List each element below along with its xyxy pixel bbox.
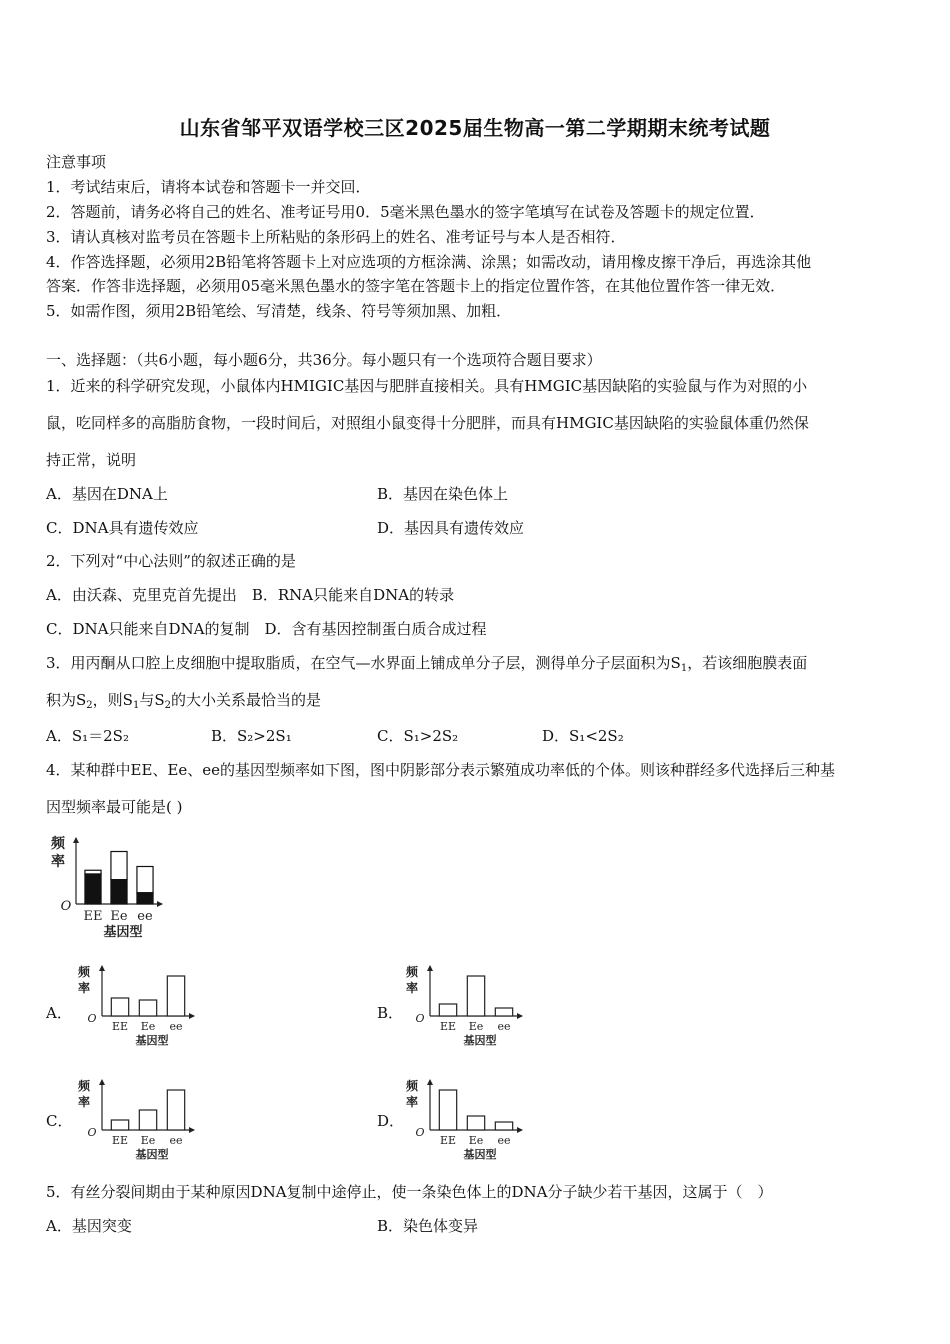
y-axis-arrow — [427, 1079, 433, 1085]
x-tick-label: ee — [169, 1134, 183, 1147]
page-title: 山东省邹平双语学校三区2025届生物高一第二学期期末统考试题 — [179, 116, 771, 140]
q4-main-chart — [46, 832, 196, 947]
x-tick-label: Ee — [468, 1134, 484, 1147]
x-tick-label: EE — [83, 909, 103, 924]
origin-label: O — [87, 1012, 97, 1025]
bar — [467, 1116, 484, 1130]
bar-shaded — [111, 880, 127, 904]
x-tick-label: ee — [497, 1134, 511, 1147]
y-axis-label: 频 — [77, 965, 91, 979]
x-tick-label: Ee — [140, 1020, 156, 1033]
y-axis-label: 频 — [405, 1079, 419, 1093]
q1-option-c: C．DNA具有遗传效应 — [46, 519, 199, 537]
q2-stem: 2．下列对“中心法则”的叙述正确的是 — [46, 552, 296, 570]
x-axis-caption: 基因型 — [463, 1148, 497, 1161]
y-axis-label: 频 — [405, 965, 419, 979]
bar — [167, 976, 184, 1016]
x-axis-caption: 基因型 — [135, 1148, 169, 1161]
x-tick-label: EE — [439, 1134, 457, 1147]
notice-item: 1．考试结束后，请将本试卷和答题卡一并交回． — [46, 178, 371, 196]
bar — [139, 1110, 156, 1130]
notice-item: 2．答题前，请务必将自己的姓名、准考证号用0．5毫米黑色墨水的签字笔填写在试卷及答题卡的规定位置． — [46, 203, 765, 221]
q3-option-d: D．S₁<2S₂ — [542, 727, 624, 745]
q4-chart-d — [404, 1072, 534, 1164]
bar — [439, 1004, 456, 1016]
x-tick-label: Ee — [468, 1020, 484, 1033]
bar — [139, 1000, 156, 1016]
y-axis-label: 率 — [405, 981, 419, 995]
q4-option-d: D． — [377, 1112, 405, 1130]
q2-options-ab: A．由沃森、克里克首先提出 B．RNA只能来自DNA的转录 — [46, 586, 455, 604]
y-axis-label: 率 — [77, 1095, 91, 1109]
q1-stem-line: 鼠，吃同样多的高脂肪食物，一段时间后，对照组小鼠变得十分肥胖，而具有HMGIC基因缺陷的实验鼠体重仍然保 — [46, 414, 809, 432]
q5-option-a: A．基因突变 — [46, 1217, 132, 1235]
q2-options-cd: C．DNA只能来自DNA的复制 D．含有基因控制蛋白质合成过程 — [46, 620, 487, 638]
q3-stem-line: 积为$S_2$，则$S_1$与$S_2$的大小关系最恰当的是 — [46, 691, 321, 711]
x-tick-label: ee — [497, 1020, 511, 1033]
x-axis-arrow — [517, 1127, 523, 1133]
q4-chart-b — [404, 958, 534, 1050]
bar — [111, 1120, 128, 1130]
x-tick-label: EE — [111, 1134, 129, 1147]
x-tick-label: ee — [169, 1020, 183, 1033]
bar-unshaded — [137, 867, 153, 893]
bar — [495, 1122, 512, 1130]
notice-item: 答案．作答非选择题，必须用05毫米黑色墨水的签字笔在答题卡上的指定位置作答，在其他位置作答一律无效． — [46, 277, 786, 295]
q1-option-d: D．基因具有遗传效应 — [377, 519, 525, 537]
x-axis-arrow — [517, 1013, 523, 1019]
q5-option-b: B．染色体变异 — [377, 1217, 479, 1235]
origin-label: O — [87, 1126, 97, 1139]
y-axis-arrow — [73, 837, 79, 843]
x-axis-caption: 基因型 — [463, 1034, 497, 1047]
q4-option-b: B． — [377, 1004, 404, 1022]
y-axis-label: 频 — [77, 1079, 91, 1093]
section-heading: 一、选择题：（共6小题，每小题6分，共36分。每小题只有一个选项符合题目要求） — [46, 351, 602, 369]
origin-label: O — [415, 1126, 425, 1139]
notice-item: 3．请认真核对监考员在答题卡上所粘贴的条形码上的姓名、准考证号与本人是否相符． — [46, 228, 626, 246]
x-axis-arrow — [189, 1013, 195, 1019]
bar — [467, 976, 484, 1016]
y-axis-label: 率 — [51, 854, 65, 870]
y-axis-label: 率 — [405, 1095, 419, 1109]
bar — [167, 1090, 184, 1130]
q3-stem-line: 3．用丙酮从口腔上皮细胞中提取脂质，在空气—水界面上铺成单分子层，测得单分子层面积为$S_1$，若该细胞膜表面 — [46, 654, 808, 674]
bar-unshaded — [111, 852, 127, 880]
x-axis-arrow — [157, 901, 163, 907]
y-axis-label: 率 — [77, 981, 91, 995]
notice-item: 5．如需作图，须用2B铅笔绘、写清楚，线条、符号等须加黑、加粗． — [46, 302, 512, 320]
x-tick-label: ee — [137, 909, 153, 924]
q3-option-b: B．S₂>2S₁ — [211, 727, 292, 745]
q3-option-c: C．S₁>2S₂ — [377, 727, 459, 745]
x-tick-label: EE — [111, 1020, 129, 1033]
y-axis-arrow — [99, 965, 105, 971]
y-axis-arrow — [427, 965, 433, 971]
q4-option-c: C． — [46, 1112, 73, 1130]
q4-stem-line: 4．某种群中EE、Ee、ee的基因型频率如下图，图中阴影部分表示繁殖成功率低的个体。则该种群经多代选择后三种基 — [46, 761, 836, 779]
notice-item: 4．作答选择题，必须用2B铅笔将答题卡上对应选项的方框涂满、涂黑；如需改动，请用橡皮擦干净后，再选涂其他 — [46, 253, 812, 271]
q1-option-a: A．基因在DNA上 — [46, 485, 168, 503]
x-axis-caption: 基因型 — [135, 1034, 169, 1047]
bar — [111, 998, 128, 1016]
q3-option-a: A．S₁＝2S₂ — [46, 727, 129, 745]
q5-stem: 5．有丝分裂间期由于某种原因DNA复制中途停止，使一条染色体上的DNA分子缺少若干基因，这属于（ ） — [46, 1183, 773, 1201]
notice-heading: 注意事项 — [46, 153, 107, 171]
q4-chart-a — [76, 958, 206, 1050]
origin-label: O — [415, 1012, 425, 1025]
x-tick-label: Ee — [110, 909, 128, 924]
bar — [439, 1090, 456, 1130]
bar — [495, 1008, 512, 1016]
bar-shaded — [137, 893, 153, 904]
x-axis-caption: 基因型 — [103, 925, 143, 940]
q4-chart-c — [76, 1072, 206, 1164]
x-axis-arrow — [189, 1127, 195, 1133]
y-axis-label: 频 — [51, 836, 65, 852]
q1-option-b: B．基因在染色体上 — [377, 485, 509, 503]
q4-stem-line: 因型频率最可能是( ) — [46, 798, 183, 816]
origin-label: O — [60, 899, 72, 914]
bar-shaded — [85, 874, 101, 904]
y-axis-arrow — [99, 1079, 105, 1085]
x-tick-label: EE — [439, 1020, 457, 1033]
q1-stem-line: 持正常，说明 — [46, 451, 137, 469]
q1-stem-line: 1．近来的科学研究发现，小鼠体内HMIGIC基因与肥胖直接相关。具有HMGIC基因缺陷的实验鼠与作为对照的小 — [46, 377, 808, 395]
q4-option-a: A． — [46, 1004, 72, 1022]
x-tick-label: Ee — [140, 1134, 156, 1147]
